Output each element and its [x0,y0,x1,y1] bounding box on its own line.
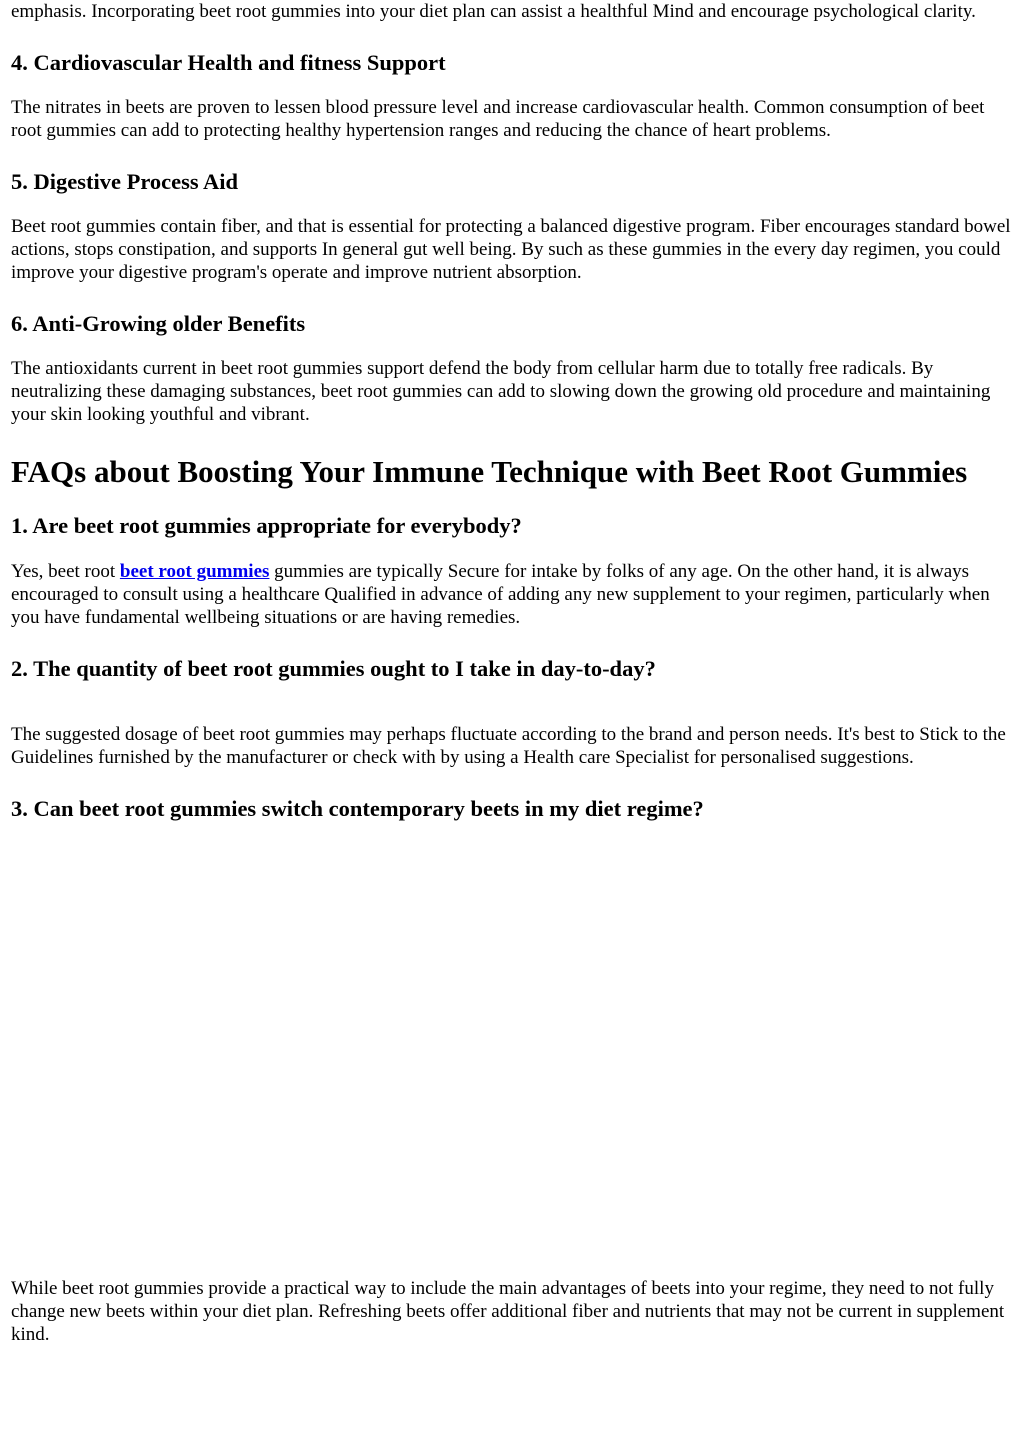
faq-q1-body-after: gummies are typically Secure for intake by folks of any age. On the other hand, it is always encouraged to consult using a healthcare Qualified in advance of adding any new supplement to your regimen, particularly when you have fundamental wellbeing situations or are having remedies. [11,561,990,628]
faq-title: FAQs about Boosting Your Immune Technique with Beet Root Gummies [11,454,968,489]
section-heading-digestive: 5. Digestive Process Aid [11,169,239,194]
beet-root-gummies-link[interactable]: beet root gummies [119,561,270,582]
section-heading-cardiovascular: 4. Cardiovascular Health and fitness Support [11,50,446,75]
faq-q3-body: While beet root gummies provide a practical way to include the main advantages of beets into your regime, they need to not fully change new beets within your diet plan. Refreshing beets offer additional fiber and nutrients that may not be current in supplement kind. [11,1278,1005,1345]
faq-q1-body-before: Yes, beet root [11,561,120,582]
faq-q2-heading: 2. The quantity of beet root gummies ought to I take in day-to-day? [11,656,656,681]
section-heading-anti-aging: 6. Anti-Growing older Benefits [11,311,306,336]
faq-q1-heading: 1. Are beet root gummies appropriate for everybody? [11,513,522,538]
faq-q2-body: The suggested dosage of beet root gummies may perhaps fluctuate according to the brand and person needs. It's best to Stick to the Guidelines furnished by the manufacturer or check with by using a Health care Specialist for personalised suggestions. [11,724,1006,768]
intro-tail-paragraph: emphasis. Incorporating beet root gummies into your diet plan can assist a healthful Mind and encourage psychological clarity. [11,1,976,22]
faq-q1-body [11,560,1017,629]
document-page [11,0,1017,1346]
section-body-cardiovascular: The nitrates in beets are proven to lessen blood pressure level and increase cardiovascular health. Common consumption of beet root gummies can add to protecting healthy hypertension ranges and reducing the chance of heart problems. [11,97,985,141]
faq-q3-heading: 3. Can beet root gummies switch contemporary beets in my diet regime? [11,796,704,821]
section-body-digestive: Beet root gummies contain fiber, and that is essential for protecting a balanced digestive program. Fiber encourages standard bowel actions, stops constipation, and supports In general gut well being. By such as these gummies in the every day regimen, you could improve your digestive program's operate and improve nutrient absorption. [11,216,1011,283]
section-body-anti-aging: The antioxidants current in beet root gummies support defend the body from cellular harm due to totally free radicals. By neutralizing these damaging substances, beet root gummies can add to slowing down the growing old procedure and maintaining your skin looking youthful and vibrant. [11,358,991,425]
